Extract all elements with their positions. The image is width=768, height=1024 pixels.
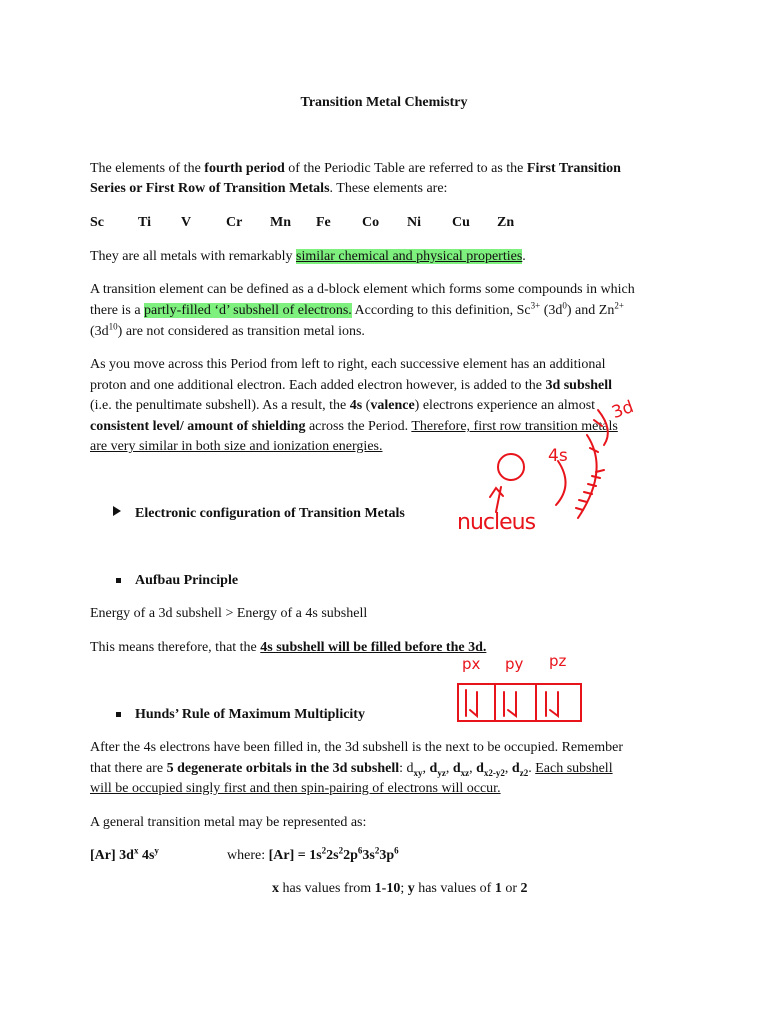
element-co: Co <box>362 215 380 230</box>
element-cr: Cr <box>226 215 243 230</box>
page-title: Transition Metal Chemistry <box>300 95 468 110</box>
element-fe: Fe <box>316 215 331 230</box>
element-cu: Cu <box>452 215 470 230</box>
p1-line1: The elements of the fourth period of the Periodic Table are referred to as the First Transition <box>90 161 621 176</box>
general-text: A general transition metal may be represented as: <box>90 815 367 830</box>
electron-pair-pz-icon <box>546 692 558 716</box>
element-ti: Ti <box>138 215 151 230</box>
p3-line2: there is a partly-filled ‘d’ subshell of electrons. According to this definition, $Sc^{3+}$ $(3d^0)$ and $Zn^{2+}$ <box>90 300 624 318</box>
p2-line: They are all metals with remarkably similar chemical and physical properties. <box>90 249 526 264</box>
nucleus-circle-icon <box>498 454 524 480</box>
highlight-properties: similar chemical and physical properties <box>296 249 523 264</box>
p1-line2: Series or First Row of Transition Metals. These elements are: <box>90 181 448 196</box>
label-py: py <box>505 655 524 673</box>
p4-line1: As you move across this Period from left to right, each successive element has an additional <box>90 357 606 372</box>
p3-line3: $(3d^{10})$ are not considered as transition metal ions. <box>90 321 365 339</box>
values-line: x has values from 1-10; y has values of 1 or 2 <box>272 881 528 896</box>
label-3d: 3d <box>609 396 637 424</box>
hund-line3: will be occupied singly first and then spin-pairing of electrons will occur. <box>90 781 501 796</box>
p4-line3: (i.e. the penultimate subshell). As a result, the 4s (valence) electrons experience an almost <box>90 398 596 413</box>
label-4s: 4s <box>548 446 568 466</box>
heading-hund: Hunds’ Rule of Maximum Multiplicity <box>135 707 365 722</box>
p4-line5: are very similar in both size and ionization energies. <box>90 439 383 454</box>
label-pz: pz <box>549 652 567 670</box>
p4-line2: proton and one additional electron. Each added electron however, is added to the 3d subshell <box>90 378 612 393</box>
element-v: V <box>181 215 192 230</box>
nucleus-arrow-icon <box>490 487 503 512</box>
formula-general: [Ar] $3d^x$ $4s^y$ <box>90 845 159 863</box>
shell-3d-arc-top-icon <box>598 410 608 445</box>
label-nucleus: nucleus <box>457 510 536 535</box>
electron-pair-py-icon <box>504 692 516 716</box>
heading-electronic-configuration: Electronic configuration of Transition Metals <box>135 506 405 521</box>
hund-line2: that there are 5 degenerate orbitals in the 3d subshell: $d_{xy}$, $d_{yz}$, $d_{xz}$, $d_{x2-y2}$, $d_{z2}$. Each subshell <box>90 761 613 778</box>
hund-line1: After the 4s electrons have been filled in, the 3d subshell is the next to be occupied. Remember <box>90 740 624 755</box>
formula-where: where: $[Ar] = 1s^22s^22p^63s^23p^6$ <box>227 845 399 863</box>
aufbau-conclusion: This means therefore, that the 4s subshell will be filled before the 3d. <box>90 640 487 655</box>
shell-4s-arc-icon <box>556 461 566 505</box>
element-ni: Ni <box>407 215 421 230</box>
heading-aufbau: Aufbau Principle <box>135 573 239 588</box>
p4-line4: consistent level/ amount of shielding across the Period. Therefore, first row transition metals <box>90 419 618 434</box>
highlight-partly-filled: partly-filled ‘d’ subshell of electrons. <box>144 303 352 318</box>
aufbau-text: Energy of a 3d subshell > Energy of a 4s subshell <box>90 606 368 621</box>
label-px: px <box>462 655 481 673</box>
element-zn: Zn <box>497 215 515 230</box>
element-mn: Mn <box>270 215 291 230</box>
electron-pair-px-icon <box>466 690 477 716</box>
p3-line1: A transition element can be defined as a d-block element which forms some compounds in which <box>90 282 635 297</box>
element-sc: Sc <box>90 215 104 230</box>
